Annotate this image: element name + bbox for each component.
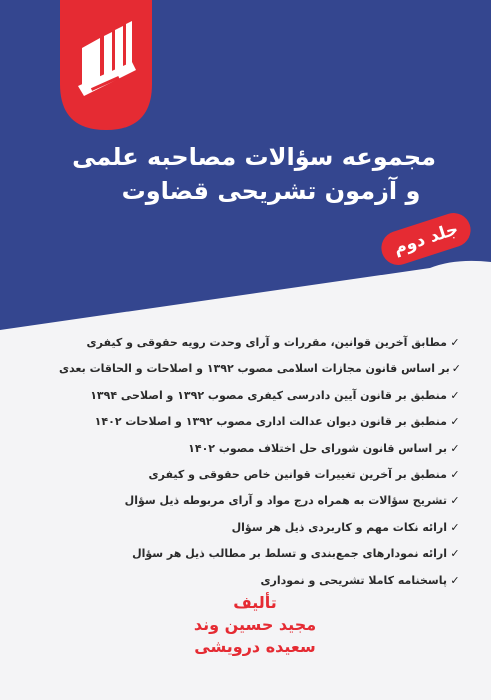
feature-item (61, 356, 461, 382)
feature-text: بر اساس قانون شورای حل اختلاف مصوب ۱۴۰۲ (188, 441, 447, 455)
check-icon: ✓ (450, 573, 460, 587)
feature-text: بر اساس قانون مجازات اسلامی مصوب ۱۳۹۲ و اصلاحات و الحاقات بعدی (59, 362, 450, 376)
feature-item (61, 462, 461, 488)
feature-text: تشریح سؤالات به همراه درج مواد و آرای مربوطه ذیل سؤال (124, 494, 447, 508)
author-name-1: مجید حسین وند (193, 615, 317, 634)
authors-label: تألیف (233, 593, 277, 612)
author-name-2: سعیده درویشی (194, 637, 316, 656)
check-icon: ✓ (450, 494, 460, 508)
check-icon: ✓ (450, 336, 460, 349)
authors-block (140, 592, 370, 658)
feature-text: منطبق بر قانون آیین دادرسی کیفری مصوب ۱۳۹۲ و اصلاحی ۱۳۹۴ (90, 388, 447, 402)
title-line-1: مجموعه سؤالات مصاحبه علمی (72, 143, 436, 171)
feature-text: ارائه نمودارهای جمع‌بندی و تسلط بر مطالب ذیل هر سؤال (132, 547, 447, 561)
feature-item (61, 515, 461, 541)
feature-item (61, 488, 461, 514)
feature-item (61, 409, 461, 435)
check-icon: ✓ (450, 441, 460, 455)
title-line-2: و آزمون تشریحی قضاوت (121, 177, 421, 205)
feature-item (61, 541, 461, 567)
feature-item (61, 330, 461, 356)
feature-item (61, 383, 461, 409)
feature-text: ارائه نکات مهم و کاربردی ذیل هر سؤال (231, 520, 447, 534)
feature-text: منطبق بر آخرین تغییرات قوانین خاص حقوقی و کیفری (148, 467, 447, 481)
feature-item (61, 436, 461, 462)
check-icon: ✓ (450, 388, 460, 402)
feature-text: مطابق آخرین قوانین، مقررات و آرای وحدت رویه حقوقی و کیفری (86, 336, 447, 349)
feature-text: منطبق بر قانون دیوان عدالت اداری مصوب ۱۳۹۲ و اصلاحات ۱۴۰۲ (94, 415, 447, 429)
hand-book-logo-icon (60, 0, 152, 130)
feature-item (61, 568, 461, 594)
feature-list (61, 330, 461, 594)
check-icon: ✓ (450, 547, 460, 561)
check-icon: ✓ (450, 415, 460, 429)
volume-badge: جلد دوم (377, 209, 475, 270)
publisher-logo (60, 0, 152, 130)
feature-text: پاسخنامه کاملا تشریحی و نموداری (260, 573, 447, 587)
check-icon: ✓ (451, 362, 461, 376)
book-title (72, 140, 436, 208)
check-icon: ✓ (450, 520, 460, 534)
check-icon: ✓ (450, 467, 460, 481)
